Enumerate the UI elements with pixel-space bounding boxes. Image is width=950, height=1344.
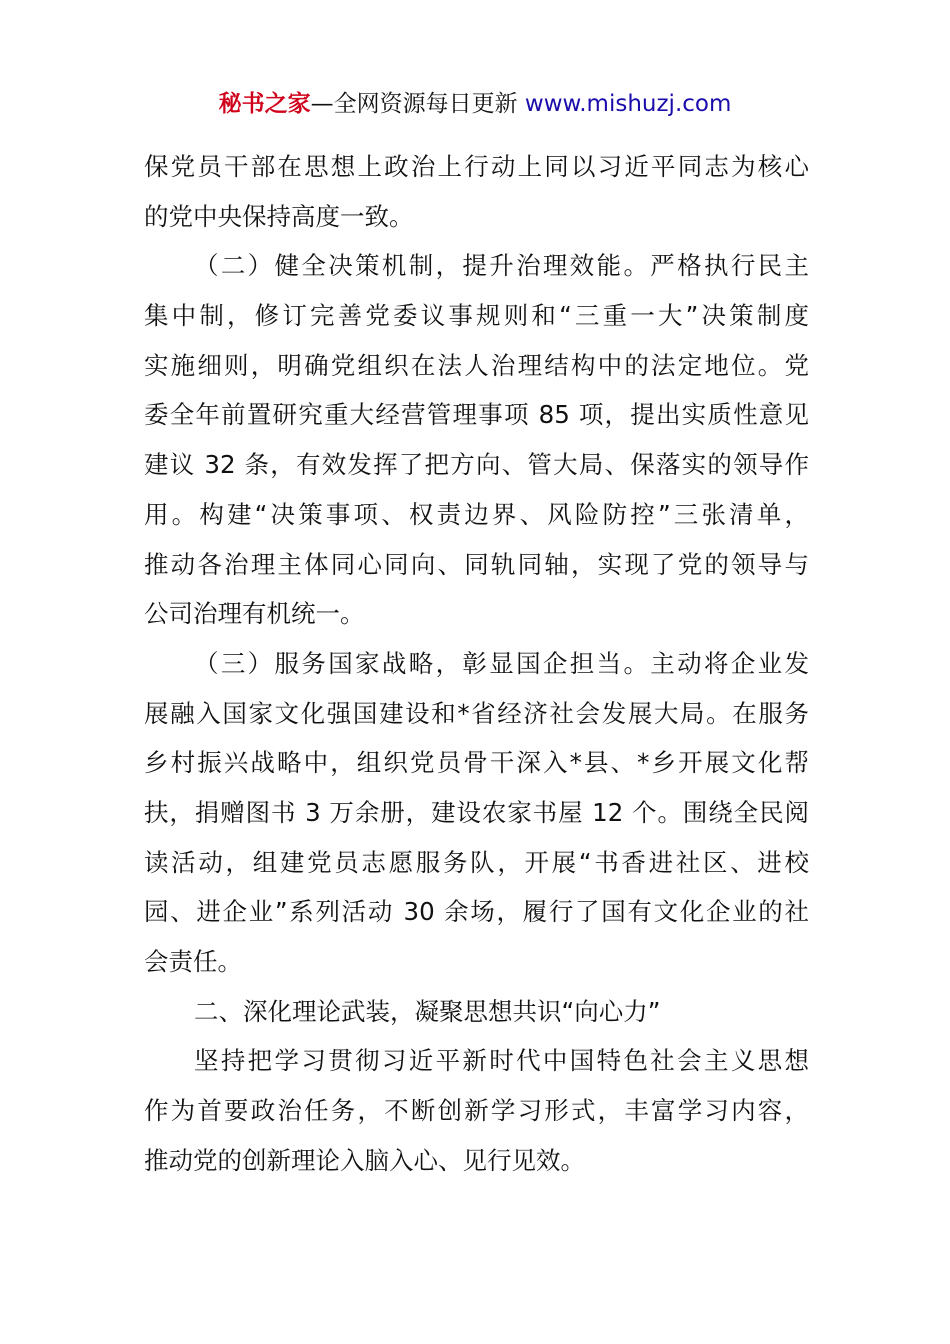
paragraph-line: 委全年前置研究重大经营管理事项 85 项，提出实质性意见 <box>144 400 809 430</box>
paragraph-line: 坚持把学习贯彻习近平新时代中国特色社会主义思想 <box>194 1046 809 1076</box>
section-heading-line: （三）服务国家战略，彰显国企担当。主动将企业发 <box>194 648 809 678</box>
paragraph-line: 的党中央保持高度一致。 <box>144 201 414 231</box>
paragraph-line: 保党员干部在思想上政治上行动上同以习近平同志为核心 <box>144 152 809 181</box>
paragraph-line: 作为首要政治任务，不断创新学习形式，丰富学习内容， <box>144 1096 809 1126</box>
paragraph-line: 用。构建“决策事项、权责边界、风险防控”三张清单， <box>144 499 809 529</box>
brand-name: 秘书之家 <box>218 91 311 117</box>
paragraph-line: 推动党的创新理论入脑入心、见行见效。 <box>144 1145 585 1175</box>
paragraph-line: 实施细则，明确党组织在法人治理结构中的法定地位。党 <box>144 350 809 380</box>
paragraph-line: 推动各治理主体同心同向、同轨同轴，实现了党的领导与 <box>144 549 809 579</box>
paragraph-line: 公司治理有机统一。 <box>144 599 365 629</box>
paragraph-line: 园、进企业”系列活动 30 余场，履行了国有文化企业的社 <box>144 897 809 927</box>
paragraph-line: 展融入国家文化强国建设和*省经济社会发展大局。在服务 <box>144 698 809 728</box>
paragraph-line: 读活动，组建党员志愿服务队，开展“书香进社区、进校 <box>144 847 809 877</box>
chapter-heading: 二、深化理论武装，凝聚思想共识“向心力” <box>194 996 661 1026</box>
paragraph-line: 会责任。 <box>144 947 242 976</box>
paragraph-line: 建议 32 条，有效发挥了把方向、管大局、保落实的领导作 <box>144 450 809 480</box>
document-body <box>144 142 809 1185</box>
section-heading-line: （二）健全决策机制，提升治理效能。严格执行民主 <box>194 251 809 281</box>
paragraph-line: 乡村振兴战略中，组织党员骨干深入*县、*乡开展文化帮 <box>144 748 809 778</box>
paragraph-line: 扶，捐赠图书 3 万余册，建设农家书屋 12 个。围绕全民阅 <box>144 797 809 827</box>
site-header <box>0 88 950 120</box>
header-tagline: —全网资源每日更新 <box>310 91 525 117</box>
site-url-link[interactable]: www.mishuzj.com <box>524 91 732 117</box>
paragraph-line: 集中制，修订完善党委议事规则和“三重一大”决策制度 <box>144 301 809 331</box>
